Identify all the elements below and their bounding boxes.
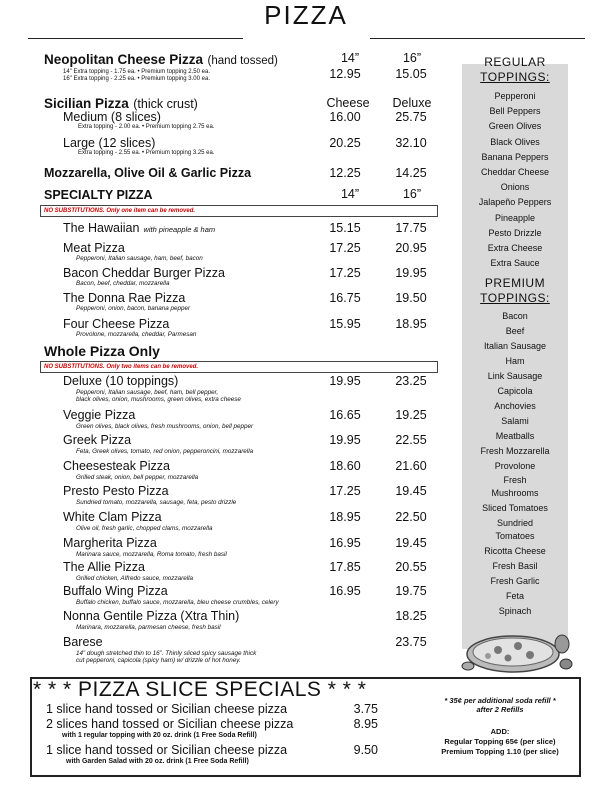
regular-topping-item: Jalapeño Peppers bbox=[478, 197, 552, 208]
specialty-item-title: Four Cheese Pizza bbox=[63, 317, 170, 331]
whole-item-price-16: 19.75 bbox=[395, 584, 427, 598]
whole-item-price-16: 21.60 bbox=[395, 459, 427, 473]
premium-topping-item: Fresh Mozzarella bbox=[480, 446, 550, 456]
whole-item-name: Cheesesteak Pizza bbox=[63, 459, 171, 473]
specialty-item-desc: Bacon, beef, cheddar, mozzarella bbox=[76, 280, 170, 287]
whole-item-name: Buffalo Wing Pizza bbox=[63, 584, 168, 598]
whole-item-desc: Grilled steak, onion, bell pepper, mozzarella bbox=[76, 474, 199, 481]
slice-special-2-sub: with 1 regular topping with 20 oz. drink (1 Free Soda Refill) bbox=[62, 732, 257, 739]
whole-item-desc: Green olives, black olives, fresh mushrooms, onion, bell pepper bbox=[76, 423, 254, 430]
specialty-item-desc: Pepperoni, Italian sausage, ham, beef, bacon bbox=[76, 255, 203, 262]
specialty-item-name bbox=[63, 241, 125, 255]
sicilian-medium-price-cheese: 16.00 bbox=[329, 110, 361, 124]
whole-item-name: The Allie Pizza bbox=[63, 560, 145, 574]
premium-toppings-title-2: TOPPINGS: bbox=[480, 291, 550, 305]
sicilian-medium-price-deluxe: 25.75 bbox=[395, 110, 427, 124]
whole-item-desc: Feta, Greek olives, tomato, red onion, pepperoncini, mozzarella bbox=[76, 448, 254, 455]
whole-item-price-16: 19.25 bbox=[395, 408, 427, 422]
whole-item-price-14: 17.85 bbox=[329, 560, 361, 574]
specialty-notice: NO SUBSTITUTIONS. Only one item can be removed. bbox=[40, 205, 438, 217]
mozzarella-price-14: 12.25 bbox=[329, 166, 361, 180]
refill-note-1: * 35¢ per additional soda refill * bbox=[444, 696, 556, 705]
whole-item-price-14: 16.95 bbox=[329, 536, 361, 550]
specialty-item-price-16: 18.95 bbox=[395, 317, 427, 331]
whole-item-desc-2: cut pepperoni, capicola (spicy ham) w/ drizzle of hot honey. bbox=[76, 657, 241, 664]
premium-topping-item: Provolone bbox=[494, 461, 536, 471]
mozzarella-price-16: 14.25 bbox=[395, 166, 427, 180]
neopolitan-col-14: 14” bbox=[340, 51, 360, 65]
add-regular-topping: Regular Topping 65¢ (per slice) bbox=[444, 737, 556, 746]
whole-item-price-14: 19.95 bbox=[329, 433, 361, 447]
sicilian-large-price-cheese: 20.25 bbox=[329, 136, 361, 150]
specialty-item-price-14: 15.95 bbox=[329, 317, 361, 331]
specialty-item-price-14: 16.75 bbox=[329, 291, 361, 305]
regular-toppings-title-2: TOPPINGS: bbox=[480, 70, 550, 84]
slice-special-3-price: 9.50 bbox=[353, 743, 378, 757]
whole-item-desc: Sundried tomato, mozzarella, sausage, feta, pesto drizzle bbox=[76, 499, 237, 506]
specialty-col-16: 16” bbox=[402, 187, 422, 201]
neopolitan-note-14: 14" Extra topping - 1.75 ea. • Premium topping 2.50 ea. bbox=[63, 69, 210, 75]
premium-topping-item: Sundried bbox=[496, 518, 534, 528]
specialty-item-price-16: 19.95 bbox=[395, 266, 427, 280]
premium-topping-item: Link Sausage bbox=[487, 371, 543, 381]
premium-topping-item: Ricotta Cheese bbox=[484, 546, 546, 556]
premium-topping-item: Beef bbox=[505, 326, 525, 336]
specialty-item-title: Meat Pizza bbox=[63, 241, 125, 255]
title-rule-left bbox=[28, 38, 243, 39]
specialty-item-price-16: 20.95 bbox=[395, 241, 427, 255]
regular-topping-item: Extra Sauce bbox=[490, 258, 540, 269]
specialty-item-price-16: 19.50 bbox=[395, 291, 427, 305]
regular-topping-item: Cheddar Cheese bbox=[480, 167, 550, 177]
whole-item-name: Margherita Pizza bbox=[63, 536, 157, 550]
specialty-item-desc: Pepperoni, onion, bacon, banana pepper bbox=[76, 305, 191, 312]
sicilian-col-cheese: Cheese bbox=[326, 96, 370, 110]
premium-topping-item: Fresh bbox=[503, 475, 527, 485]
slice-special-1-price: 3.75 bbox=[353, 702, 378, 716]
specialty-item-sub: with pineapple & ham bbox=[143, 225, 216, 234]
pizza-illustration bbox=[458, 622, 578, 678]
sicilian-sub: (thick crust) bbox=[133, 97, 198, 111]
whole-item-price-16: 22.50 bbox=[395, 510, 427, 524]
whole-item-name: White Clam Pizza bbox=[63, 510, 162, 524]
whole-item-desc: Olive oil, fresh garlic, chopped clams, mozzarella bbox=[76, 525, 213, 532]
premium-topping-item: Fresh Basil bbox=[492, 561, 538, 571]
whole-item-price-14: 16.65 bbox=[329, 408, 361, 422]
premium-topping-item: Fresh Garlic bbox=[490, 576, 540, 586]
regular-topping-item: Green Olives bbox=[488, 121, 542, 132]
sicilian-large-note: Extra topping - 2.55 ea. • Premium topping 3.25 ea. bbox=[78, 150, 215, 156]
specialty-item-price-16: 17.75 bbox=[395, 221, 427, 235]
whole-item-desc: Marinara, mozzarella, parmesan cheese, fresh basil bbox=[76, 624, 221, 631]
neopolitan-price-14: 12.95 bbox=[329, 67, 361, 81]
whole-item-price-14: 18.60 bbox=[329, 459, 361, 473]
neopolitan-name: Neopolitan Cheese Pizza bbox=[44, 52, 204, 67]
specialty-header: SPECIALTY PIZZA bbox=[44, 188, 153, 202]
slice-special-2-name: 2 slices hand tossed or Sicilian cheese pizza bbox=[46, 717, 294, 731]
whole-item-price-14: 16.95 bbox=[329, 584, 361, 598]
regular-topping-item: Onions bbox=[500, 182, 530, 193]
specialty-item-desc: Provolone, mozzarella, cheddar, Parmesan bbox=[76, 331, 197, 338]
neopolitan-sub: (hand tossed) bbox=[207, 55, 278, 67]
regular-topping-item: Pineapple bbox=[494, 212, 536, 223]
regular-topping-item: Black Olives bbox=[490, 136, 540, 147]
whole-item-price-14: 18.95 bbox=[329, 510, 361, 524]
whole-item-name: Deluxe (10 toppings) bbox=[63, 374, 179, 388]
premium-topping-item: Sliced Tomatoes bbox=[482, 503, 548, 513]
whole-notice: NO SUBSTITUTIONS. Only two items can be removed. bbox=[40, 361, 438, 373]
whole-item-price-14: 19.95 bbox=[329, 374, 361, 388]
whole-item-desc: 14” dough stretched thin to 16”. Thinly sliced spicy sausage thick bbox=[76, 650, 257, 657]
whole-item-name: Nonna Gentile Pizza (Xtra Thin) bbox=[63, 609, 240, 623]
premium-topping-item: Feta bbox=[505, 591, 524, 601]
whole-item-price-14: 17.25 bbox=[329, 484, 361, 498]
whole-item-price-16: 18.25 bbox=[395, 609, 427, 623]
add-label: ADD: bbox=[490, 727, 510, 736]
whole-item-desc: Marinara sauce, mozzarella, Roma tomato, fresh basil bbox=[76, 551, 227, 558]
specialty-item-title: The Donna Rae Pizza bbox=[63, 291, 186, 305]
page-title: PIZZA bbox=[264, 0, 348, 30]
premium-topping-item: Capicola bbox=[497, 386, 533, 396]
whole-item-desc: Pepperoni, Italian sausage, beef, ham, bell pepper, bbox=[76, 389, 219, 396]
title-rule-right bbox=[370, 38, 585, 39]
whole-item-price-16: 22.55 bbox=[395, 433, 427, 447]
neopolitan-note-16: 16" Extra topping - 2.25 ea. • Premium topping 3.00 ea. bbox=[63, 76, 210, 82]
slice-specials-title: * * * PIZZA SLICE SPECIALS * * * bbox=[33, 678, 367, 701]
whole-item-price-16: 20.55 bbox=[395, 560, 427, 574]
premium-topping-item: Bacon bbox=[502, 311, 528, 321]
regular-topping-item: Pesto Drizzle bbox=[488, 227, 542, 238]
premium-topping-item: Anchovies bbox=[494, 401, 536, 411]
slice-special-3-sub: with Garden Salad with 20 oz. drink (1 Free Soda Refill) bbox=[66, 758, 249, 765]
whole-item-price-16: 19.45 bbox=[395, 536, 427, 550]
sicilian-col-deluxe: Deluxe bbox=[392, 96, 432, 110]
regular-topping-item: Pepperoni bbox=[494, 91, 536, 101]
regular-topping-item: Banana Peppers bbox=[481, 151, 549, 162]
premium-topping-item: Ham bbox=[505, 356, 525, 366]
whole-item-price-16: 19.45 bbox=[395, 484, 427, 498]
sicilian-name: Sicilian Pizza bbox=[44, 96, 129, 111]
sicilian-large-price-deluxe: 32.10 bbox=[395, 136, 427, 150]
refill-note-2: after 2 Refills bbox=[476, 705, 524, 714]
specialty-item-name bbox=[63, 266, 225, 280]
sicilian-medium-name: Medium (8 slices) bbox=[63, 110, 161, 124]
specialty-item-price-14: 17.25 bbox=[329, 241, 361, 255]
specialty-item-title: The Hawaiian bbox=[63, 221, 140, 235]
premium-topping-item: Meatballs bbox=[495, 431, 535, 441]
specialty-item-price-14: 17.25 bbox=[329, 266, 361, 280]
specialty-item-name bbox=[63, 291, 185, 305]
whole-item-name: Presto Pesto Pizza bbox=[63, 484, 169, 498]
slice-special-1-name: 1 slice hand tossed or Sicilian cheese pizza bbox=[46, 702, 288, 716]
premium-topping-item: Salami bbox=[501, 416, 529, 426]
sicilian-medium-note: Extra topping - 2.00 ea. • Premium topping 2.75 ea. bbox=[78, 124, 215, 130]
specialty-item-name bbox=[63, 317, 169, 331]
mozzarella-name: Mozzarella, Olive Oil & Garlic Pizza bbox=[44, 166, 252, 180]
specialty-col-14: 14” bbox=[340, 187, 360, 201]
sicilian-large-name: Large (12 slices) bbox=[63, 136, 156, 150]
whole-item-name: Veggie Pizza bbox=[63, 408, 136, 422]
neopolitan-heading bbox=[44, 51, 278, 69]
neopolitan-col-16: 16” bbox=[402, 51, 422, 65]
specialty-item-price-14: 15.15 bbox=[329, 221, 361, 235]
whole-header: Whole Pizza Only bbox=[44, 343, 160, 359]
regular-topping-item: Bell Peppers bbox=[489, 106, 541, 117]
neopolitan-price-16: 15.05 bbox=[395, 67, 427, 81]
premium-topping-item: Spinach bbox=[498, 606, 532, 616]
premium-toppings-title-1: PREMIUM bbox=[484, 276, 546, 290]
whole-item-name: Barese bbox=[63, 635, 103, 649]
add-premium-topping: Premium Topping 1.10 (per slice) bbox=[441, 747, 559, 756]
whole-item-price-16: 23.25 bbox=[395, 374, 427, 388]
premium-topping-item: Tomatoes bbox=[495, 531, 535, 541]
specialty-item-title: Bacon Cheddar Burger Pizza bbox=[63, 266, 225, 280]
premium-topping-item: Mushrooms bbox=[491, 488, 539, 498]
whole-item-desc-2: black olives, onion, mushrooms, green olives, extra cheese bbox=[76, 396, 241, 403]
whole-item-desc: Buffalo chicken, buffalo sauce, mozzarella, bleu cheese crumbles, celery bbox=[76, 599, 279, 606]
whole-item-price-16: 23.75 bbox=[395, 635, 427, 649]
premium-topping-item: Italian Sausage bbox=[483, 341, 547, 351]
regular-topping-item: Extra Cheese bbox=[487, 243, 543, 253]
whole-item-desc: Grilled chicken, Alfredo sauce, mozzarella bbox=[76, 575, 194, 582]
slice-special-2-price: 8.95 bbox=[353, 717, 378, 731]
slice-special-3-name: 1 slice hand tossed or Sicilian cheese pizza bbox=[46, 743, 288, 757]
whole-item-name: Greek Pizza bbox=[63, 433, 132, 447]
specialty-item-name bbox=[63, 221, 215, 235]
regular-toppings-title-1: REGULAR bbox=[484, 55, 546, 69]
